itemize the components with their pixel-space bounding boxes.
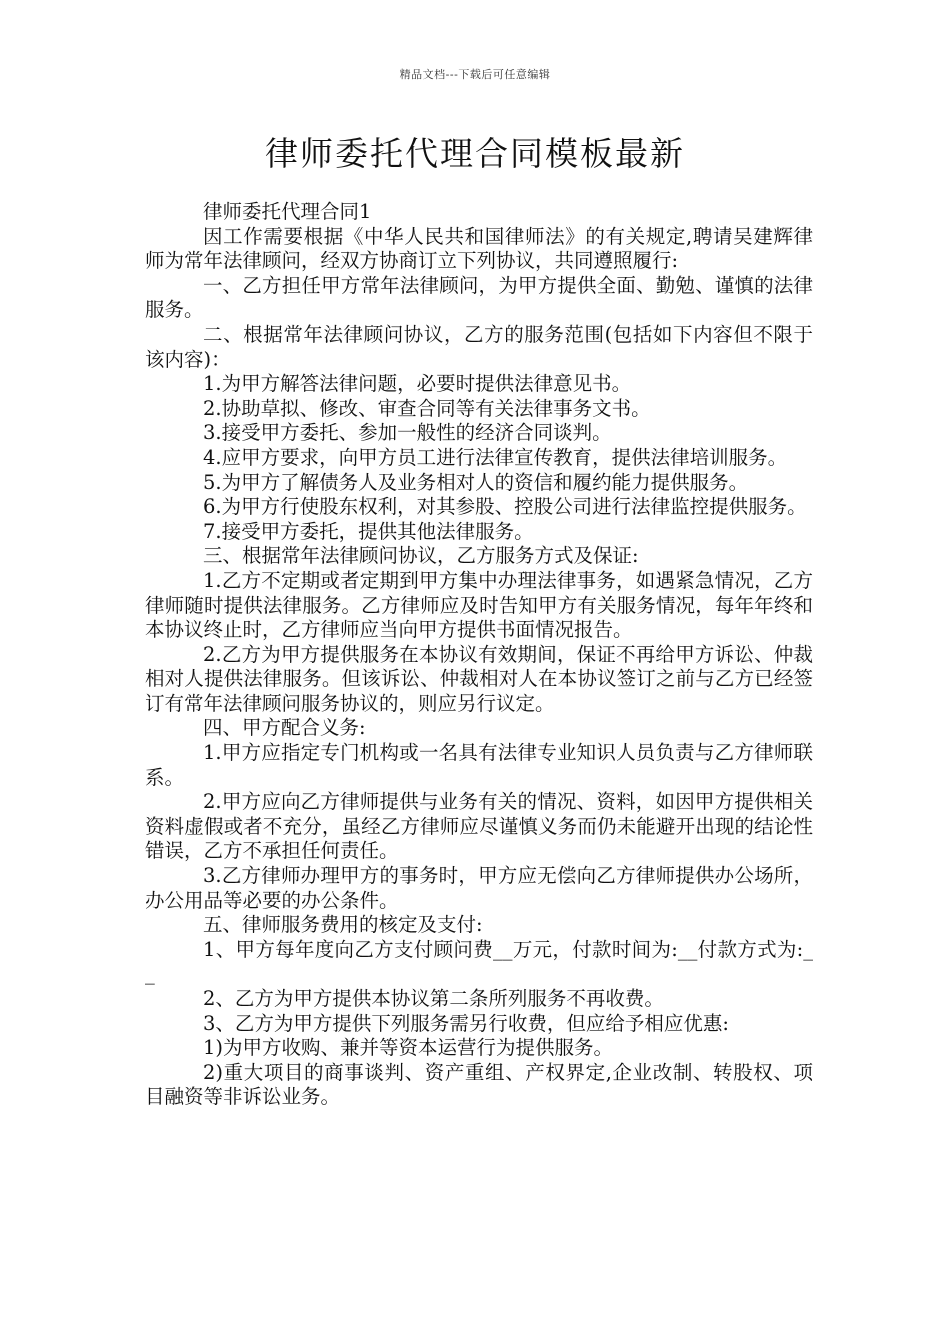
clause-4-item-2: 2.甲方应向乙方律师提供与业务有关的情况、资料，如因甲方提供相关资料虚假或者不充分，虽经乙方律师应尽谨慎义务而仍未能避开出现的结论性错误，乙方不承担任何责任。 xyxy=(145,790,813,863)
clause-5-subitem-1: 1)为甲方收购、兼并等资本运营行为提供服务。 xyxy=(203,1036,614,1060)
paragraph-preamble: 因工作需要根据《中华人民共和国律师法》的有关规定,聘请吴建辉律师为常年法律顾问，经双方协商订立下列协议，共同遵照履行: xyxy=(145,224,813,273)
clause-5-subitem-2: 2)重大项目的商事谈判、资产重组、产权界定,企业改制、转股权、项目融资等非诉讼业务。 xyxy=(145,1060,813,1109)
clause-3-item-2: 2.乙方为甲方提供服务在本协议有效期间，保证不再给甲方诉讼、仲裁相对人提供法律服务。但该诉讼、仲裁相对人在本协议签订之前与乙方已经签订有常年法律顾问服务协议的，则应另行议定。 xyxy=(145,642,813,715)
document-body xyxy=(145,200,813,1110)
clause-2-item-2: 2.协助草拟、修改、审查合同等有关法律事务文书。 xyxy=(203,396,651,420)
page-header-note: 精品文档---下载后可任意编辑 xyxy=(399,68,551,81)
clause-2-item-3: 3.接受甲方委托、参加一般性的经济合同谈判。 xyxy=(203,421,612,445)
clause-2-item-7: 7.接受甲方委托，提供其他法律服务。 xyxy=(203,519,534,543)
clause-2-item-5: 5.为甲方了解债务人及业务相对人的资信和履约能力提供服务。 xyxy=(203,470,749,494)
clause-2-item-1: 1.为甲方解答法律问题，必要时提供法律意见书。 xyxy=(203,372,632,396)
clause-2-item-6: 6.为甲方行使股东权利，对其参股、控股公司进行法律监控提供服务。 xyxy=(203,495,807,519)
clause-2-item-4: 4.应甲方要求，向甲方员工进行法律宣传教育，提供法律培训服务。 xyxy=(203,445,788,469)
clause-3: 三、根据常年法律顾问协议，乙方服务方式及保证: xyxy=(203,544,639,568)
clause-3-item-1: 1.乙方不定期或者定期到甲方集中办理法律事务，如遇紧急情况，乙方律师随时提供法律服务。乙方律师应及时告知甲方有关服务情况，每年年终和本协议终止时，乙方律师应当向甲方提供书面情况报告。 xyxy=(145,568,813,642)
clause-5-item-3: 3、乙方为甲方提供下列服务需另行收费，但应给予相应优惠: xyxy=(203,1011,729,1035)
clause-5-item-1: 1、甲方每年度向乙方支付顾问费__万元，付款时间为:__付款方式为:__ xyxy=(145,937,813,986)
clause-1: 一、乙方担任甲方常年法律顾问，为甲方提供全面、勤勉、谨慎的法律服务。 xyxy=(145,273,813,322)
clause-4: 四、甲方配合义务: xyxy=(203,716,366,740)
clause-2: 二、根据常年法律顾问协议，乙方的服务范围(包括如下内容但不限于该内容)： xyxy=(145,322,813,371)
clause-4-item-1: 1.甲方应指定专门机构或一名具有法律专业知识人员负责与乙方律师联系。 xyxy=(145,741,813,789)
clause-4-item-3: 3.乙方律师办理甲方的事务时，甲方应无偿向乙方律师提供办公场所，办公用品等必要的办公条件。 xyxy=(145,864,813,912)
contract-heading: 律师委托代理合同1 xyxy=(203,200,372,223)
document-title: 律师委托代理合同模板最新 xyxy=(265,134,685,173)
clause-5-item-2: 2、乙方为甲方提供本协议第二条所列服务不再收费。 xyxy=(203,987,664,1010)
clause-5: 五、律师服务费用的核定及支付: xyxy=(203,913,483,937)
